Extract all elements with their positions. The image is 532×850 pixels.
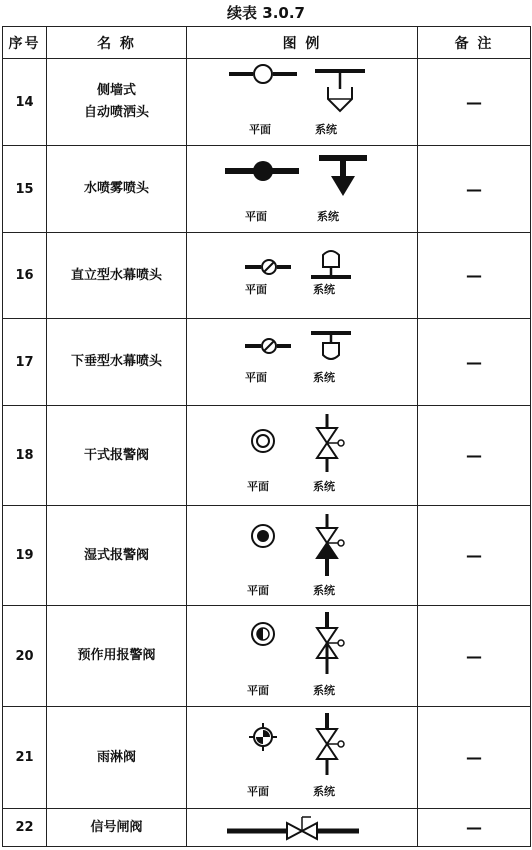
system-label: 系统 [313,785,335,798]
system-view-icon [317,514,344,576]
system-label: 系统 [313,480,335,493]
row-name [47,59,187,146]
system-view-icon [317,414,344,472]
system-view-icon [311,333,351,359]
system-label: 系统 [313,283,335,296]
symbol-cell [187,59,418,146]
header-no: 序号 [3,27,47,59]
system-view-icon [315,71,365,111]
system-label: 系统 [313,584,335,597]
row-name: 水喷雾喷头 [47,146,187,233]
plan-label: 平面 [245,210,267,223]
row-note: — [418,146,531,233]
pendent-water-curtain-nozzle-symbol [187,319,418,405]
row-note: — [418,233,531,319]
table-row [3,606,531,707]
table-row [3,506,531,606]
system-view-icon [317,713,344,775]
plan-label: 平面 [247,584,269,597]
wet-alarm-valve-symbol [187,506,418,605]
plan-label: 平面 [249,123,271,136]
row-number: 16 [3,233,47,319]
upright-water-curtain-nozzle-symbol [187,233,418,318]
row-number: 18 [3,406,47,506]
row-number: 15 [3,146,47,233]
symbol-cell [187,233,418,319]
header-row [3,27,531,59]
name-line: 侧墙式 [96,83,136,98]
row-number: 19 [3,506,47,606]
deluge-valve-symbol [187,707,418,808]
table-row [3,59,531,146]
row-note: — [418,707,531,809]
table-row [3,707,531,809]
side-wall-sprinkler-symbol [187,59,418,145]
header-symbol: 图 例 [187,27,418,59]
row-note: — [418,809,531,847]
row-number: 20 [3,606,47,707]
row-name: 直立型水幕喷头 [47,233,187,319]
row-note: — [418,406,531,506]
plan-view-icon [245,260,291,274]
system-label: 系统 [313,684,335,697]
row-note: — [418,319,531,406]
row-name: 湿式报警阀 [47,506,187,606]
system-label: 系统 [313,371,335,384]
pre-action-alarm-valve-symbol [187,606,418,706]
header-name: 名 称 [47,27,187,59]
plan-view-icon [249,723,277,751]
dry-alarm-valve-symbol [187,406,418,505]
row-number: 22 [3,809,47,847]
plan-label: 平面 [247,480,269,493]
row-name: 信号闸阀 [47,809,187,847]
header-note: 备 注 [418,27,531,59]
plan-view-icon [252,430,274,452]
plan-view-icon [229,65,297,83]
symbol-cell [187,319,418,406]
plan-view-icon [252,525,274,547]
table-row [3,146,531,233]
row-name: 雨淋阀 [47,707,187,809]
plan-view-icon [252,623,274,645]
row-note: — [418,606,531,707]
name-line: 自动喷洒头 [83,105,149,120]
symbol-cell [187,406,418,506]
symbol-cell [187,606,418,707]
table-row [3,809,531,847]
row-note: — [418,506,531,606]
signal-gate-valve-symbol [187,809,418,846]
row-number: 14 [3,59,47,146]
plan-label: 平面 [247,684,269,697]
row-number: 17 [3,319,47,406]
symbol-cell [187,809,418,847]
plan-view-icon [245,339,291,353]
row-number: 21 [3,707,47,809]
plan-label: 平面 [245,283,267,296]
system-view-icon [311,251,351,277]
table-row [3,233,531,319]
plan-label: 平面 [245,371,267,384]
symbol-cell [187,506,418,606]
row-name: 干式报警阀 [47,406,187,506]
water-spray-nozzle-symbol [187,146,418,232]
symbol-cell [187,146,418,233]
table-caption: 续表 3.0.7 [227,4,305,22]
plan-view-icon [225,161,299,181]
table-row [3,406,531,506]
row-name: 预作用报警阀 [47,606,187,707]
row-name: 下垂型水幕喷头 [47,319,187,406]
system-label: 系统 [315,123,337,136]
symbol-table [2,26,531,847]
plan-label: 平面 [247,785,269,798]
symbol-cell [187,707,418,809]
table-row [3,319,531,406]
system-label: 系统 [317,210,339,223]
system-view-icon [317,612,344,674]
row-note: — [418,59,531,146]
system-view-icon [319,158,367,196]
